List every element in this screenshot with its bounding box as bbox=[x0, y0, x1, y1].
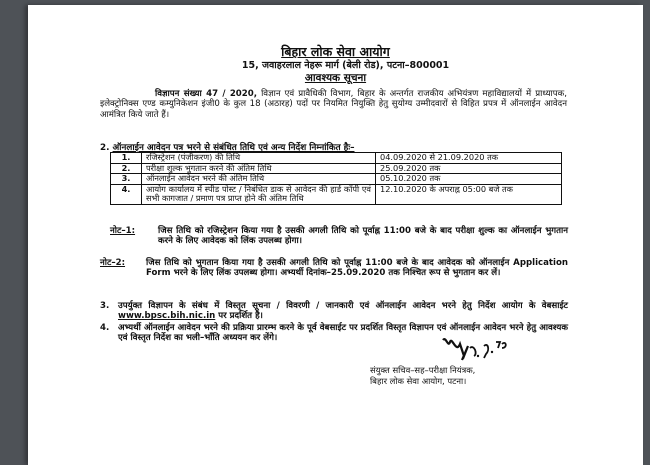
row-number: 2. bbox=[111, 163, 142, 174]
row-date: 04.09.2020 से 21.09.2020 तक bbox=[376, 153, 562, 164]
note-label: नोट–2: bbox=[100, 258, 126, 268]
row-description: ऑनलाईन आवेदन भरने की अंतिम तिथि bbox=[142, 174, 376, 185]
note-text: जिस तिथि को भुगतान किया गया है उसकी अगली तिथि को पूर्वाह्न 11:00 बजे के बाद आवेदक को ऑनलाईन Application Form भरने के लिए लिंक उपलब्ध होगा। अभ्यर्थी दिनांक–25.09.2020 तक निश्चित रूप से भुगतान कर लें। bbox=[146, 258, 568, 279]
row-description: आयोग कार्यालय में स्पीड पोस्ट / निबंधित डाक से आवेदन की हार्ड कॉपी एवं सभी कागजात / प्रमाण पत्र प्राप्त होने की अंतिम तिथि bbox=[142, 184, 376, 204]
signatory-office: बिहार लोक सेवा आयोग, पटना। bbox=[370, 376, 467, 386]
table-row bbox=[111, 163, 562, 174]
org-address: 15, जवाहरलाल नेहरू मार्ग (बेली रोड), पटना–800001 bbox=[241, 60, 450, 71]
signature-icon bbox=[440, 334, 510, 362]
item-text: अभ्यर्थी ऑनलाईन आवेदन भरने की प्रक्रिया प्रारम्भ करने के पूर्व वेबसाईट पर प्रदर्शित विस्तृत विज्ञापन एवं ऑनलाईन आवेदन भरने हेतु आवश्यक एवं विस्तृत निर्देश का भली–भाँति अध्ययन कर लेंगे। bbox=[118, 323, 568, 344]
intro-body: विज्ञान एवं प्रावैधिकी विभाग, बिहार के अन्तर्गत राजकीय अभियंत्रण महाविद्यालयों में प्राध्यापक, इलेक्ट्रोनिक्स एण्ड कम्युनिकेशन इंजी0 के कुल 18 (अठारह) पदों पर नियमित नियुक्ति हेतु सुयोग्य उम्मीदवारों से विहित प्रपत्र में ऑनलाईन आवेदन आमंत्रित किये जाते हैं। bbox=[100, 89, 567, 120]
note-text: जिस तिथि को रजिस्ट्रेशन किया गया है उसकी अगली तिथि को पूर्वाह्न 11:00 बजे के बाद परीक्षा शुल्क का ऑनलाईन भुगतान करने के लिए आवेदक को लिंक उपलब्ध होगा। bbox=[158, 226, 568, 247]
row-number: 4. bbox=[111, 184, 142, 204]
schedule-table bbox=[110, 152, 562, 205]
document-page bbox=[28, 5, 643, 465]
advt-number: विज्ञापन संख्या 47 / 2020, bbox=[155, 89, 258, 99]
row-number: 3. bbox=[111, 174, 142, 185]
row-date: 12.10.2020 के अपराह्न 05:00 बजे तक bbox=[376, 184, 562, 204]
row-date: 05.10.2020 तक bbox=[376, 174, 562, 185]
notice-title: आवश्यक सूचना bbox=[304, 72, 367, 84]
intro-paragraph bbox=[100, 89, 567, 120]
signatory-designation: संयुक्त सचिव–सह–परीक्षा नियंत्रक, bbox=[370, 365, 476, 375]
note-label: नोट–1: bbox=[110, 226, 136, 236]
row-number: 1. bbox=[111, 153, 142, 164]
item-3 bbox=[100, 301, 570, 323]
item-text bbox=[118, 301, 568, 322]
item-text-after: पर प्रदर्शित है। bbox=[215, 311, 263, 322]
row-description: परीक्षा शुल्क भुगतान करने की अंतिम तिथि bbox=[142, 163, 376, 174]
item-text-before: उपर्युक्त विज्ञापन के संबंध में विस्तृत सूचना / विवरणी / जानकारी एवं ऑनलाईन आवेदन भरने हेतु निर्देश आयोग के वेबसाईट bbox=[118, 301, 568, 311]
website-link[interactable]: www.bpsc.bih.nic.in bbox=[118, 311, 216, 322]
item-number: 3. bbox=[100, 301, 110, 311]
item-number: 4. bbox=[100, 323, 110, 333]
row-description: रजिस्ट्रेशन (पंजीकरण) की तिथि bbox=[142, 153, 376, 164]
note-1 bbox=[110, 226, 570, 258]
row-date: 25.09.2020 तक bbox=[376, 163, 562, 174]
table-row bbox=[111, 184, 562, 204]
section-number: 2. bbox=[100, 143, 110, 153]
org-name-heading: बिहार लोक सेवा आयोग bbox=[281, 44, 390, 59]
table-row bbox=[111, 174, 562, 185]
note-2 bbox=[100, 258, 570, 300]
section-heading-text: ऑनलाईन आवेदन पत्र भरने से संबंधित तिथि एवं अन्य निर्देश निम्नांकित हैः– bbox=[112, 143, 355, 153]
signatory-block bbox=[370, 365, 475, 387]
table-row bbox=[111, 153, 562, 164]
